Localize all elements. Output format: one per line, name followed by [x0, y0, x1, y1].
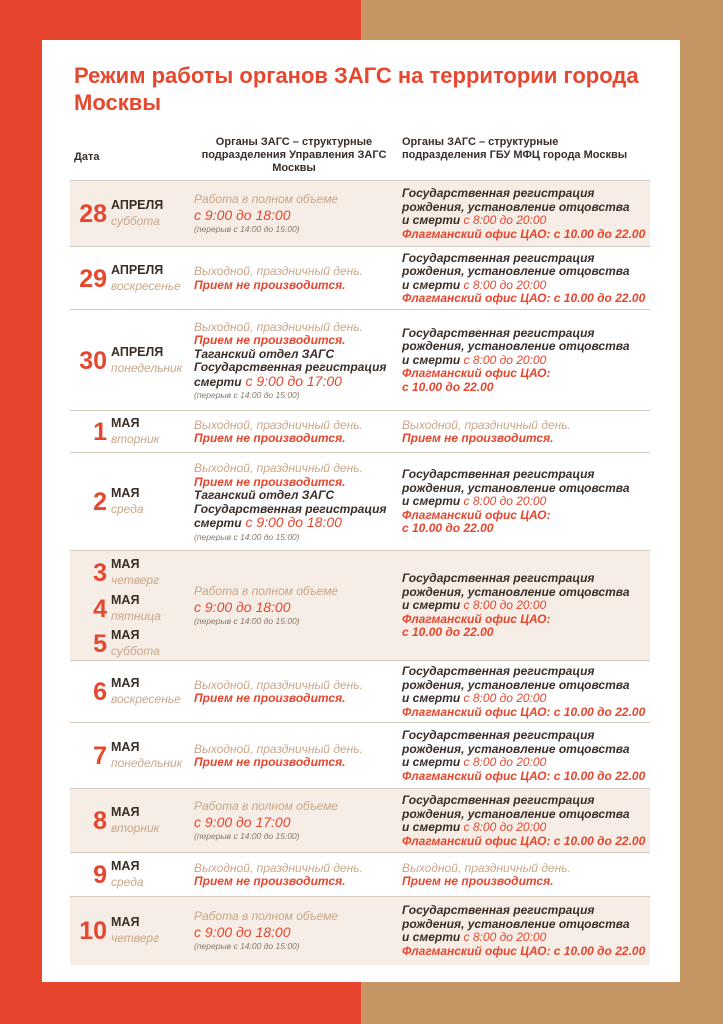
- mfc-hours: [402, 665, 652, 719]
- month-name: МАЯ: [111, 486, 140, 500]
- zags-hours-line: [194, 531, 394, 543]
- line-text: с 9:00 до 18:00: [194, 598, 291, 615]
- zags-hours-line: [194, 743, 394, 757]
- zags-hours-line: [194, 223, 394, 235]
- zags-hours-line: [194, 830, 394, 842]
- weekday: воскресенье: [111, 692, 181, 706]
- mfc-hours-line: [402, 292, 652, 306]
- zags-hours-line: [194, 389, 394, 401]
- hours-text: с 8:00 до 20:00: [460, 755, 547, 769]
- mfc-hours: [402, 252, 652, 306]
- day-number: 5: [93, 630, 107, 658]
- zags-hours-line: [194, 924, 394, 940]
- mfc-hours-line: [402, 679, 652, 693]
- mfc-hours-line: [402, 626, 652, 640]
- hours-text: с 8:00 до 20:00: [460, 930, 547, 944]
- date-cell: [70, 853, 192, 897]
- mfc-hours-line: [402, 729, 652, 743]
- line-text: Прием не производится.: [194, 474, 346, 489]
- day-number: 4: [93, 595, 107, 623]
- zags-hours-line: [194, 516, 394, 531]
- line-text: Выходной, праздничный день.: [194, 319, 363, 334]
- date-entry: [70, 858, 192, 892]
- weekday: среда: [111, 875, 144, 889]
- month-name: АПРЕЛЯ: [111, 344, 164, 359]
- mfc-hours-line: [402, 432, 652, 446]
- mfc-hours: [402, 468, 652, 536]
- mfc-hours-line: [402, 381, 652, 395]
- line-text: Флагманский офис ЦАО: с 10.00 до 22.00: [402, 833, 646, 848]
- zags-hours-line: [194, 462, 394, 476]
- mfc-hours-line: [402, 770, 652, 784]
- hours-text: с 8:00 до 20:00: [460, 213, 547, 227]
- line-text: Флагманский офис ЦАО:: [402, 507, 551, 522]
- weekday: воскресенье: [111, 278, 181, 293]
- hours-text: с 8:00 до 20:00: [460, 277, 547, 292]
- mfc-hours-line: [402, 918, 652, 932]
- hours-text: с 8:00 до 20:00: [460, 820, 547, 834]
- mfc-hours-line: [402, 228, 652, 242]
- date-entry: [70, 804, 192, 838]
- line-text: Выходной, праздничный день.: [194, 417, 363, 432]
- zags-hours-line: [194, 862, 394, 876]
- date-entry: [70, 344, 192, 378]
- header-zags-department: Органы ЗАГС – структурные подразделения Управления ЗАГС Москвы: [201, 136, 387, 174]
- weekday: понедельник: [111, 360, 183, 375]
- date-entry: [70, 739, 192, 773]
- zags-hours-line: [194, 207, 394, 223]
- line-text: Прием не производится.: [194, 431, 346, 445]
- zags-hours-line: [194, 756, 394, 770]
- zags-hours-line: [194, 193, 394, 207]
- line-text: и смерти: [402, 930, 461, 944]
- weekday: среда: [111, 502, 144, 516]
- zags-hours: [194, 585, 394, 627]
- mfc-hours-line: [402, 468, 652, 482]
- date-cell: [70, 453, 192, 551]
- line-text: рождения, установление отцовства: [402, 199, 630, 214]
- line-text: Флагманский офис ЦАО:: [402, 366, 551, 381]
- month-name: МАЯ: [111, 628, 140, 642]
- hours-text: с 9:00 до 18:00: [241, 514, 342, 531]
- mfc-hours: [402, 419, 652, 446]
- line-text: и смерти: [402, 820, 461, 834]
- line-text: Государственная регистрация: [194, 360, 387, 375]
- mfc-hours-line: [402, 904, 652, 918]
- line-text: Выходной, праздничный день.: [402, 417, 571, 432]
- month-name: МАЯ: [111, 557, 140, 571]
- zags-hours-line: [194, 692, 394, 706]
- zags-hours-line: [194, 334, 394, 348]
- hours-text: с 8:00 до 20:00: [460, 691, 547, 705]
- mfc-hours-line: [402, 265, 652, 279]
- zags-hours: [194, 321, 394, 402]
- weekday: вторник: [111, 821, 160, 835]
- line-text: Прием не производится.: [402, 874, 554, 888]
- zags-hours-line: [194, 419, 394, 433]
- line-text: с 9:00 до 18:00: [194, 923, 291, 940]
- line-text: смерти: [194, 516, 242, 531]
- line-text: Государственная регистрация: [194, 501, 387, 516]
- line-text: и смерти: [402, 494, 461, 509]
- weekday: вторник: [111, 432, 160, 446]
- line-text: Флагманский офис ЦАО:: [402, 611, 551, 626]
- date-cell: [70, 181, 192, 247]
- date-entry: [70, 415, 192, 449]
- table-row: [70, 896, 650, 965]
- page-title: Режим работы органов ЗАГС на территории города Москвы: [74, 63, 639, 115]
- mfc-hours-line: [402, 201, 652, 215]
- mfc-hours: [402, 572, 652, 640]
- table-row: [70, 410, 650, 453]
- month-name: АПРЕЛЯ: [111, 262, 164, 277]
- zags-hours: [194, 910, 394, 952]
- line-text: Прием не производится.: [194, 874, 346, 888]
- weekday: пятница: [111, 609, 161, 623]
- table-row: [70, 246, 650, 310]
- line-text: Работа в полном объеме: [194, 584, 339, 599]
- date-entry: [70, 556, 192, 590]
- zags-hours: [194, 265, 394, 292]
- line-text: (перерыв с 14:00 до 15:00): [194, 390, 300, 401]
- zags-hours-line: [194, 489, 394, 503]
- line-text: Прием не производится.: [194, 277, 346, 292]
- zags-hours-line: [194, 279, 394, 293]
- date-entry: [70, 485, 192, 519]
- weekday: суббота: [111, 214, 160, 228]
- day-number: 10: [79, 917, 107, 945]
- line-text: с 10.00 до 22.00: [402, 379, 494, 394]
- date-cell: [70, 661, 192, 723]
- date-cell: [70, 551, 192, 661]
- header-mfc: Органы ЗАГС – структурные подразделения ГБУ МФЦ города Москвы: [402, 136, 628, 161]
- mfc-hours-line: [402, 495, 652, 509]
- zags-hours-line: [194, 265, 394, 279]
- zags-hours: [194, 743, 394, 770]
- date-cell: [70, 310, 192, 411]
- mfc-hours: [402, 904, 652, 958]
- date-entry: [70, 592, 192, 626]
- line-text: Флагманский офис ЦАО: с 10.00 до 22.00: [402, 226, 646, 241]
- mfc-hours-line: [402, 862, 652, 876]
- zags-hours-line: [194, 814, 394, 830]
- line-text: Государственная регистрация: [402, 186, 595, 200]
- line-text: с 10.00 до 22.00: [402, 625, 494, 640]
- mfc-hours-line: [402, 613, 652, 627]
- line-text: Государственная регистрация: [402, 571, 595, 586]
- line-text: Выходной, праздничный день.: [194, 677, 363, 692]
- mfc-hours-line: [402, 599, 652, 613]
- mfc-hours: [402, 794, 652, 848]
- date-entry: [70, 914, 192, 948]
- mfc-hours-line: [402, 419, 652, 433]
- weekday: четверг: [111, 931, 160, 945]
- line-text: с 9:00 до 18:00: [194, 206, 291, 223]
- line-text: смерти: [194, 374, 242, 389]
- line-text: Флагманский офис ЦАО: с 10.00 до 22.00: [402, 291, 646, 305]
- line-text: Выходной, праздничный день.: [194, 741, 363, 756]
- month-name: МАЯ: [111, 915, 140, 929]
- line-text: и смерти: [402, 598, 461, 613]
- line-text: рождения, установление отцовства: [402, 480, 630, 495]
- zags-hours: [194, 462, 394, 543]
- line-text: (перерыв с 14:00 до 15:00): [194, 223, 300, 234]
- day-number: 7: [93, 742, 107, 770]
- line-text: Государственная регистрация: [402, 903, 595, 917]
- header-date: Дата: [74, 151, 100, 163]
- line-text: (перерыв с 14:00 до 15:00): [194, 531, 300, 542]
- table-row: [70, 788, 650, 853]
- table-row: [70, 309, 650, 411]
- zags-hours-line: [194, 800, 394, 814]
- line-text: и смерти: [402, 213, 461, 227]
- day-number: 30: [79, 346, 107, 375]
- mfc-hours-line: [402, 875, 652, 889]
- line-text: Государственная регистрация: [402, 325, 595, 340]
- mfc-hours-line: [402, 706, 652, 720]
- mfc-hours-line: [402, 743, 652, 757]
- mfc-hours: [402, 187, 652, 241]
- mfc-hours-line: [402, 572, 652, 586]
- table-row: [70, 180, 650, 247]
- zags-hours-line: [194, 372, 394, 390]
- line-text: Государственная регистрация: [402, 793, 595, 807]
- line-text: рождения, установление отцовства: [402, 339, 630, 354]
- date-cell: [70, 247, 192, 310]
- mfc-hours-line: [402, 794, 652, 808]
- line-text: Государственная регистрация: [402, 728, 595, 742]
- mfc-hours-line: [402, 509, 652, 523]
- zags-hours-line: [194, 910, 394, 924]
- zags-hours-line: [194, 875, 394, 889]
- line-text: с 10.00 до 22.00: [402, 521, 494, 536]
- day-number: 2: [93, 488, 107, 516]
- date-cell: [70, 897, 192, 965]
- date-entry: [70, 627, 192, 661]
- date-cell: [70, 411, 192, 453]
- table-row: [70, 722, 650, 789]
- month-name: МАЯ: [111, 416, 140, 430]
- date-cell: [70, 723, 192, 789]
- line-text: Работа в полном объеме: [194, 192, 339, 207]
- line-text: рождения, установление отцовства: [402, 806, 630, 821]
- line-text: Флагманский офис ЦАО: с 10.00 до 22.00: [402, 768, 646, 783]
- mfc-hours-line: [402, 279, 652, 293]
- table-row: [70, 660, 650, 723]
- line-text: Государственная регистрация: [402, 467, 595, 482]
- zags-hours: [194, 193, 394, 235]
- date-entry: [70, 262, 192, 296]
- hours-text: с 9:00 до 17:00: [241, 372, 342, 389]
- zags-hours: [194, 419, 394, 446]
- mfc-hours-line: [402, 354, 652, 368]
- mfc-hours: [402, 327, 652, 395]
- month-name: МАЯ: [111, 740, 140, 754]
- line-text: Прием не производится.: [194, 333, 346, 348]
- month-name: АПРЕЛЯ: [111, 198, 164, 212]
- mfc-hours: [402, 729, 652, 783]
- line-text: Выходной, праздничный день.: [194, 860, 363, 875]
- line-text: и смерти: [402, 755, 461, 769]
- hours-text: с 8:00 до 20:00: [460, 494, 547, 509]
- line-text: Флагманский офис ЦАО: с 10.00 до 22.00: [402, 943, 646, 958]
- date-entry: [70, 197, 192, 231]
- zags-hours-line: [194, 432, 394, 446]
- month-name: МАЯ: [111, 676, 140, 690]
- hours-text: с 8:00 до 20:00: [460, 598, 547, 613]
- zags-hours-line: [194, 599, 394, 615]
- line-text: с 9:00 до 17:00: [194, 813, 291, 830]
- zags-hours: [194, 679, 394, 706]
- line-text: (перерыв с 14:00 до 15:00): [194, 940, 300, 951]
- zags-hours-line: [194, 679, 394, 693]
- mfc-hours-line: [402, 931, 652, 945]
- mfc-hours-line: [402, 665, 652, 679]
- line-text: рождения, установление отцовства: [402, 264, 630, 278]
- day-number: 8: [93, 807, 107, 835]
- mfc-hours-line: [402, 252, 652, 266]
- line-text: и смерти: [402, 352, 461, 367]
- mfc-hours: [402, 862, 652, 889]
- day-number: 1: [93, 418, 107, 446]
- zags-hours-line: [194, 348, 394, 362]
- hours-text: с 8:00 до 20:00: [460, 352, 547, 367]
- date-entry: [70, 675, 192, 709]
- line-text: и смерти: [402, 277, 461, 292]
- mfc-hours-line: [402, 482, 652, 496]
- line-text: Выходной, праздничный день.: [402, 860, 571, 875]
- day-number: 9: [93, 861, 107, 889]
- day-number: 3: [93, 559, 107, 587]
- mfc-hours-line: [402, 586, 652, 600]
- zags-hours: [194, 862, 394, 889]
- mfc-hours-line: [402, 367, 652, 381]
- weekday: суббота: [111, 644, 160, 658]
- line-text: Таганский отдел ЗАГС: [194, 346, 335, 361]
- mfc-hours-line: [402, 214, 652, 228]
- month-name: МАЯ: [111, 805, 140, 819]
- mfc-hours-line: [402, 835, 652, 849]
- line-text: рождения, установление отцовства: [402, 677, 630, 692]
- line-text: Таганский отдел ЗАГС: [194, 488, 335, 503]
- line-text: Работа в полном объеме: [194, 799, 339, 814]
- zags-hours-line: [194, 585, 394, 599]
- date-cell: [70, 789, 192, 853]
- line-text: Прием не производится.: [194, 755, 346, 769]
- month-name: МАЯ: [111, 593, 140, 607]
- line-text: Прием не производится.: [194, 691, 346, 705]
- line-text: Прием не производится.: [402, 431, 554, 445]
- line-text: Работа в полном объеме: [194, 909, 339, 924]
- line-text: (перерыв с 14:00 до 15:00): [194, 830, 300, 841]
- mfc-hours-line: [402, 187, 652, 201]
- table-row: [70, 852, 650, 897]
- mfc-hours-line: [402, 692, 652, 706]
- table-row: [70, 550, 650, 661]
- mfc-hours-line: [402, 327, 652, 341]
- zags-hours-line: [194, 615, 394, 627]
- line-text: Государственная регистрация: [402, 250, 595, 265]
- zags-hours-line: [194, 940, 394, 952]
- line-text: Государственная регистрация: [402, 664, 595, 678]
- zags-hours-line: [194, 321, 394, 335]
- line-text: Флагманский офис ЦАО: с 10.00 до 22.00: [402, 704, 646, 719]
- weekday: понедельник: [111, 756, 183, 770]
- zags-hours-line: [194, 476, 394, 490]
- line-text: и смерти: [402, 691, 461, 705]
- mfc-hours-line: [402, 821, 652, 835]
- month-name: МАЯ: [111, 859, 140, 873]
- line-text: Выходной, праздничный день.: [194, 264, 363, 278]
- mfc-hours-line: [402, 522, 652, 536]
- line-text: рождения, установление отцовства: [402, 584, 630, 599]
- line-text: (перерыв с 14:00 до 15:00): [194, 615, 300, 626]
- mfc-hours-line: [402, 340, 652, 354]
- line-text: Выходной, праздничный день.: [194, 461, 363, 476]
- line-text: рождения, установление отцовства: [402, 741, 630, 756]
- mfc-hours-line: [402, 756, 652, 770]
- line-text: рождения, установление отцовства: [402, 916, 630, 931]
- day-number: 28: [79, 200, 107, 228]
- zags-hours: [194, 800, 394, 842]
- day-number: 6: [93, 678, 107, 706]
- weekday: четверг: [111, 573, 160, 587]
- day-number: 29: [79, 264, 107, 293]
- mfc-hours-line: [402, 808, 652, 822]
- schedule-card: [42, 40, 680, 982]
- table-row: [70, 452, 650, 551]
- mfc-hours-line: [402, 945, 652, 959]
